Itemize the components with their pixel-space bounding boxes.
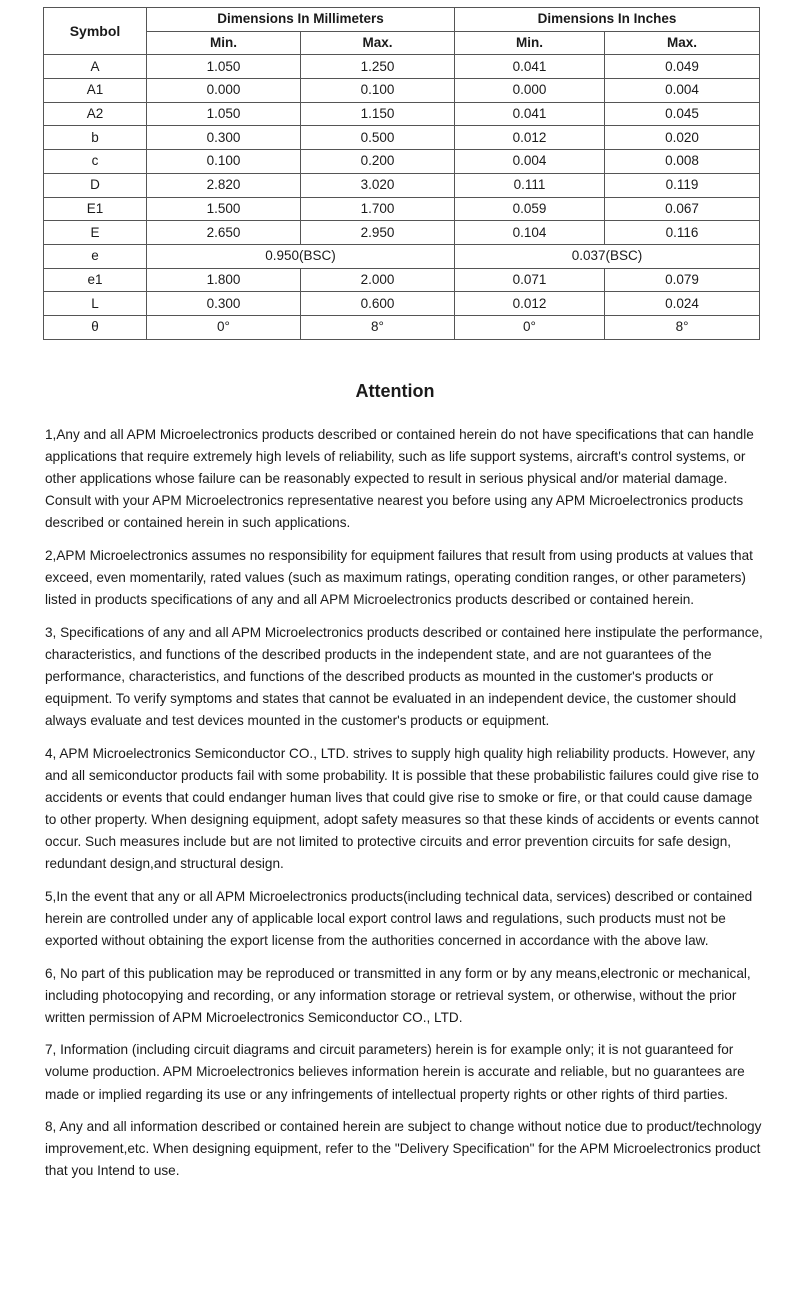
table-row <box>44 315 760 339</box>
in-max-cell: 0.045 <box>605 102 760 126</box>
table-header-row <box>44 8 760 32</box>
table-row <box>44 79 760 103</box>
mm-max-cell: 1.700 <box>301 197 455 221</box>
mm-min-cell: 0.300 <box>147 126 301 150</box>
symbol-header: Symbol <box>44 8 147 55</box>
attention-paragraph: 1,Any and all APM Microelectronics products described or contained herein do not have specifications that can handle applications that require extremely high levels of reliability, such as life support systems, aircraft's control systems, or other applications whose failure can be reasonably expected to result in serious physical and/or material damage. Consult with your APM Microelectronics representative nearest you before using any APM Microelectronics products described or contained herein in such applications. <box>45 427 754 531</box>
table-row <box>44 150 760 174</box>
mm-min-header: Min. <box>147 31 301 55</box>
in-min-cell: 0.012 <box>455 292 605 316</box>
mm-min-cell: 2.650 <box>147 221 301 245</box>
mm-min-cell: 1.050 <box>147 102 301 126</box>
in-max-cell: 0.049 <box>605 55 760 79</box>
attention-paragraph: 3, Specifications of any and all APM Microelectronics products described or contained here instipulate the performance, characteristics, and functions of the described products in the independent state, and are not guarantees of the performance, characteristics, and functions of the described products as mounted in the customer's products or equipment. To verify symptoms and states that cannot be evaluated in an independent device, the customer should always evaluate and test devices mounted in the customer's products or equipment. <box>45 624 763 729</box>
in-max-cell: 0.024 <box>605 292 760 316</box>
mm-min-cell: 0.000 <box>147 79 301 103</box>
attention-paragraph: 2,APM Microelectronics assumes no responsibility for equipment failures that result from using products at values that exceed, even momentarily, rated values (such as maximum ratings, operating condition ranges, or other parameters) listed in products specifications of any and all APM Microelectronics products described or contained herein. <box>45 547 753 608</box>
in-min-cell: 0.059 <box>455 197 605 221</box>
in-min-cell: 0.041 <box>455 55 605 79</box>
symbol-cell: E1 <box>44 197 147 221</box>
mm-max-cell: 2.950 <box>301 221 455 245</box>
table-row <box>44 173 760 197</box>
in-max-cell: 0.008 <box>605 150 760 174</box>
mm-min-cell: 2.820 <box>147 173 301 197</box>
in-max-cell: 8° <box>605 315 760 339</box>
in-min-cell: 0.111 <box>455 173 605 197</box>
table-row <box>44 55 760 79</box>
mm-min-cell: 0.100 <box>147 150 301 174</box>
mm-min-cell: 0.300 <box>147 292 301 316</box>
attention-paragraph: 5,In the event that any or all APM Microelectronics products(including technical data, services) described or contained herein are controlled under any of applicable local export control laws and regulations, such products must not be exported without obtaining the export license from the authorities concerned in accordance with the above law. <box>45 888 753 948</box>
in-max-cell: 0.004 <box>605 79 760 103</box>
mm-max-cell: 1.250 <box>301 55 455 79</box>
attention-notes <box>45 424 767 1193</box>
in-min-cell: 0.071 <box>455 268 605 292</box>
in-max-cell: 0.116 <box>605 221 760 245</box>
in-min-header: Min. <box>455 31 605 55</box>
attention-paragraph: 6, No part of this publication may be reproduced or transmitted in any form or by any means,electronic or mechanical, including photocopying and recording, or any information storage or retrieval system, or otherwise, without the prior written permission of APM Microelectronics Semiconductor CO., LTD. <box>45 965 751 1025</box>
table-row <box>44 244 760 268</box>
symbol-cell: A <box>44 55 147 79</box>
table-row <box>44 126 760 150</box>
mm-min-cell: 0° <box>147 315 301 339</box>
mm-max-cell: 0.100 <box>301 79 455 103</box>
attention-paragraph: 8, Any and all information described or contained herein are subject to change without notice due to product/technology improvement,etc. When designing equipment, refer to the "Delivery Specification" for the APM Microelectronics product that you Intend to use. <box>45 1119 762 1179</box>
symbol-cell: A1 <box>44 79 147 103</box>
table-row <box>44 292 760 316</box>
in-max-cell: 0.079 <box>605 268 760 292</box>
symbol-cell: e1 <box>44 268 147 292</box>
mm-max-header: Max. <box>301 31 455 55</box>
in-max-header: Max. <box>605 31 760 55</box>
symbol-cell: D <box>44 173 147 197</box>
mm-min-cell: 1.800 <box>147 268 301 292</box>
attention-paragraph: 7, Information (including circuit diagrams and circuit parameters) herein is for example only; it is not guaranteed for volume production. APM Microelectronics believes information herein is accurate and reliable, but no guarantees are made or implied regarding its use or any infringements of intellectual property rights or other rights of third parties. <box>45 1042 745 1102</box>
symbol-cell: L <box>44 292 147 316</box>
attention-paragraph: 4, APM Microelectronics Semiconductor CO., LTD. strives to supply high quality high reliability products. However, any and all semiconductor products fail with some probability. It is possible that these probabilistic failures could give rise to accidents or events that could endanger human lives that could give rise to smoke or fire, or that could cause damage to other property. When designing equipment, adopt safety measures so that these kinds of accidents or events cannot occur. Such measures include but are not limited to protective circuits and error prevention circuits for safe design, redundant design,and structural design. <box>45 745 759 872</box>
symbol-cell: e <box>44 244 147 268</box>
attention-title: Attention <box>355 381 435 401</box>
symbol-cell: A2 <box>44 102 147 126</box>
symbol-cell: c <box>44 150 147 174</box>
mm-min-cell: 1.500 <box>147 197 301 221</box>
symbol-cell: b <box>44 126 147 150</box>
symbol-cell: E <box>44 221 147 245</box>
in-max-cell: 0.020 <box>605 126 760 150</box>
table-row <box>44 102 760 126</box>
table-row <box>44 268 760 292</box>
in-min-cell: 0.041 <box>455 102 605 126</box>
table-subheader-row <box>44 31 760 55</box>
table-row <box>44 197 760 221</box>
in-bsc-cell: 0.037(BSC) <box>455 244 760 268</box>
in-min-cell: 0.004 <box>455 150 605 174</box>
mm-max-cell: 1.150 <box>301 102 455 126</box>
mm-max-cell: 2.000 <box>301 268 455 292</box>
mm-group-header: Dimensions In Millimeters <box>147 8 455 32</box>
in-min-cell: 0.012 <box>455 126 605 150</box>
mm-bsc-cell: 0.950(BSC) <box>147 244 455 268</box>
in-max-cell: 0.119 <box>605 173 760 197</box>
mm-max-cell: 0.600 <box>301 292 455 316</box>
mm-max-cell: 8° <box>301 315 455 339</box>
in-group-header: Dimensions In Inches <box>455 8 760 32</box>
symbol-cell: θ <box>44 315 147 339</box>
mm-max-cell: 0.200 <box>301 150 455 174</box>
dimensions-table <box>43 7 760 340</box>
mm-min-cell: 1.050 <box>147 55 301 79</box>
in-max-cell: 0.067 <box>605 197 760 221</box>
mm-max-cell: 3.020 <box>301 173 455 197</box>
table-row <box>44 221 760 245</box>
in-min-cell: 0° <box>455 315 605 339</box>
mm-max-cell: 0.500 <box>301 126 455 150</box>
in-min-cell: 0.104 <box>455 221 605 245</box>
in-min-cell: 0.000 <box>455 79 605 103</box>
